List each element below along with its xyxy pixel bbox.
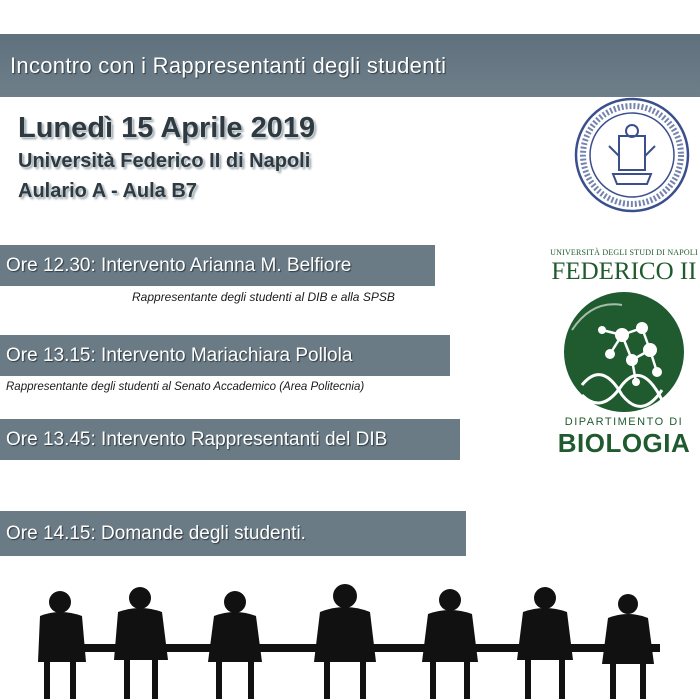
schedule-item-2-subtitle: Rappresentante degli studenti al Senato Accademico (Area Politecnia) — [6, 381, 365, 393]
university-seal-icon — [573, 96, 691, 214]
logo-biology: BIOLOGIA — [557, 428, 691, 458]
department-logo — [550, 248, 698, 458]
schedule-item-1 — [0, 245, 435, 286]
schedule-item-1-subtitle: Rappresentante degli studenti al DIB e alla SPSB — [132, 290, 395, 304]
page-title: Incontro con i Rappresentanti degli studenti — [10, 52, 447, 78]
schedule-item-2-label: Ore 13.15: Intervento Mariachiara Pollola — [6, 344, 353, 366]
biology-emblem-icon — [562, 290, 686, 414]
event-room: Aulario A - Aula B7 — [18, 180, 197, 202]
logo-department: DIPARTIMENTO DI — [564, 416, 684, 428]
logo-university-small: UNIVERSITÀ DEGLI STUDI DI NAPOLI — [550, 248, 698, 257]
title-banner — [0, 34, 700, 97]
schedule-item-1-label: Ore 12.30: Intervento Arianna M. Belfiore — [6, 254, 352, 276]
schedule-item-4 — [0, 511, 466, 556]
schedule-item-2 — [0, 335, 450, 376]
schedule-item-3 — [0, 419, 460, 460]
event-university: Università Federico II di Napoli — [18, 150, 311, 172]
schedule-item-3-label: Ore 13.45: Intervento Rappresentanti del DIB — [6, 428, 388, 450]
event-date: Lunedì 15 Aprile 2019 — [18, 112, 316, 144]
meeting-silhouettes-image — [20, 582, 680, 699]
logo-federico: FEDERICO II — [551, 258, 697, 285]
schedule-item-4-label: Ore 14.15: Domande degli studenti. — [6, 522, 306, 544]
